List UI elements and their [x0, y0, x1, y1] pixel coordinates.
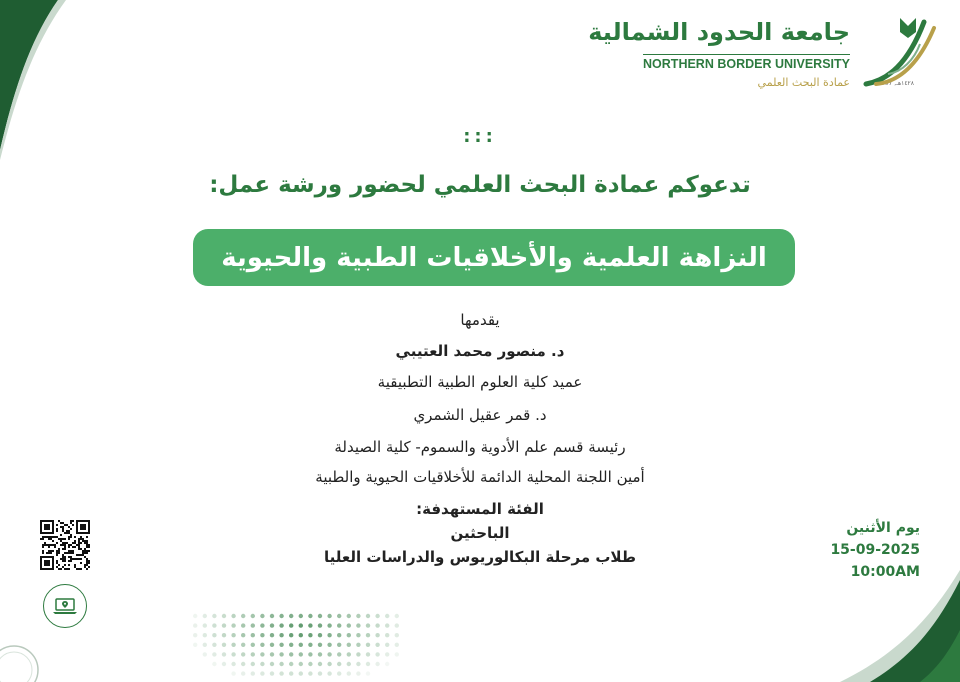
audience-group-researchers: الباحثين	[450, 524, 510, 542]
presenter-1-role: عميد كلية العلوم الطبية التطبيقية	[377, 373, 583, 391]
event-schedule	[770, 517, 920, 583]
logo-year-mark: 2007 ,١٤٢٨هـ	[877, 80, 914, 87]
bottom-left-arc-decoration	[0, 630, 50, 682]
presenter-1-name: د. منصور محمد العتيبي	[395, 342, 565, 360]
university-logo	[588, 14, 942, 92]
event-day: يوم الأثنين	[846, 520, 920, 536]
event-date: 15-09-2025	[830, 542, 920, 558]
presenters-label: يقدمها	[460, 311, 500, 329]
logo-deanship: عمادة البحث العلمي	[757, 76, 850, 89]
logo-emblem-icon	[858, 14, 942, 88]
workshop-title: النزاهة العلمية والأخلاقيات الطبية والحيوية	[221, 242, 767, 273]
audience-label: الفئة المستهدفة:	[416, 500, 544, 518]
presenter-2-name: د. قمر عقيل الشمري	[413, 406, 547, 424]
invitation-heading: تدعوكم عمادة البحث العلمي لحضور ورشة عمل:	[209, 172, 751, 198]
presenter-2-role-2: أمين اللجنة المحلية الدائمة للأخلاقيات الحيوية والطبية	[315, 468, 645, 486]
dot-pattern-decoration	[170, 610, 410, 682]
presenter-2-role-1: رئيسة قسم علم الأدوية والسموم- كلية الصيدلة	[334, 438, 626, 456]
separator-dots: :::	[463, 126, 497, 147]
logo-arabic-name: جامعة الحدود الشمالية	[588, 18, 850, 46]
bottom-right-corner-decoration	[800, 570, 960, 682]
logo-english-name: NORTHERN BORDER UNIVERSITY	[643, 54, 850, 71]
laptop-location-icon	[52, 595, 78, 617]
workshop-title-banner	[193, 229, 795, 286]
qr-code-icon[interactable]	[40, 520, 90, 570]
event-time: 10:00AM	[850, 564, 920, 580]
laptop-location-button[interactable]	[43, 584, 87, 628]
audience-group-students: طلاب مرحلة البكالوريوس والدراسات العليا	[324, 548, 636, 566]
